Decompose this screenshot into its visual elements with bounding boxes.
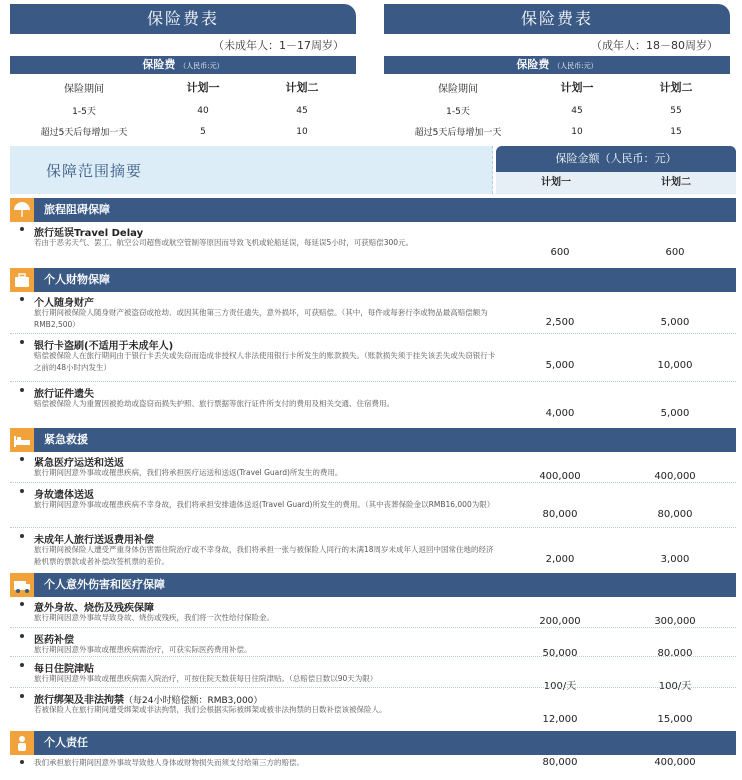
plan2-amount: 400,000 [654,471,696,482]
bullet-icon [20,340,24,344]
coverage-item-note: （每24小时赔偿额：RMB3,000） [124,696,263,706]
plan1-amount: 80,000 [542,509,578,520]
coverage-item-desc: 旅行期间因意外事故或罹患疾病需入院治疗，可按住院天数获每日住院津贴。（总赔偿日数以90天为限） [34,674,378,683]
coverage-item-desc: 旅行期间因意外事故或罹患疾病需治疗，可获实际医药费用补偿。 [34,645,252,654]
bullet-icon [20,634,24,638]
coverage-item-desc: 旅行期间因意外事故或罹患疾病，我们将承担医疗运送和送返(Travel Guard)所发生的费用。 [34,468,343,477]
premium-row: 超过5天后每增加一天 10 15 [414,126,682,138]
premium-sub-header: 保险费 （人民币:元） [384,56,730,74]
plan1-amount: 12,000 [542,714,578,725]
premium-table-minor [10,4,356,142]
section-header [10,573,736,597]
coverage-item-name: 意外身故、烧伤及残疾保障 [34,603,154,614]
plan2-amount: 400,000 [654,757,696,768]
age-range: （成年人：18－80周岁） [591,39,718,52]
coverage-item-desc: 赔偿被保险人在旅行期间由于银行卡丢失或失窃而造成非授权人非法使用银行卡所发生的账款损失。（账款损失须于挂失该丢失或失窃银行卡之前的48小时内发生） [34,351,496,372]
plan1-amount: 2,000 [545,554,575,565]
section-label: 个人责任 [44,736,88,749]
plan1-amount: 200,000 [539,616,581,627]
section-header [10,731,736,755]
plan1-amount: 4,000 [545,408,575,419]
plan-columns [496,172,736,194]
coverage-title: 保障范围摘要 [46,162,143,180]
row-divider [10,381,736,382]
plan1-amount: 50,000 [542,648,578,659]
coverage-item-desc: 赔偿被保险人为重置因被抢劫或盗窃而损失护照、旅行票据等旅行证件所支付的费用及相关交通、住宿费用。 [34,399,394,408]
row-divider [10,482,736,483]
row-divider [10,656,736,657]
coverage-item-name: 紧急医疗运送和送返 [34,458,124,469]
coverage-item-name: 每日住院津贴 [34,664,94,675]
coverage-item-desc: 旅行期间因意外事故导致身故、烧伤或残疾，我们将一次性给付保险金。 [34,613,274,622]
bullet-icon [20,457,24,461]
bullet-icon [20,663,24,667]
plan1-label: 计划一 [541,177,571,188]
umbrella-icon [10,198,34,222]
bullet-icon [20,760,24,764]
suitcase-icon [10,268,34,292]
plan2-label: 计划二 [661,177,691,188]
coverage-item-desc: 若被保险人在旅行期间遭受绑架或非法拘禁，我们会根据实际被绑架或被非法拘禁的日数补偿该被保险人。 [34,705,387,714]
section-label: 个人意外伤害和医疗保障 [44,578,165,591]
section-header [10,198,736,222]
plan2-amount: 100/天 [658,681,692,692]
section-label: 旅程阻碍保障 [44,203,110,216]
plan2-amount: 300,000 [654,616,696,627]
age-range: （未成年人：1－17周岁） [213,39,344,52]
row-divider [10,687,736,688]
plan2-amount: 15,000 [657,714,693,725]
coverage-header [10,146,736,194]
premium-sub-header: 保险费 （人民币:元） [10,56,356,74]
coverage-item-desc: 旅行期间因意外事故或罹患疾病不幸身故，我们将承担安排遗体送返(Travel Guard)所发生的费用。（其中丧葬保险金以RMB16,000为限） [34,500,495,509]
bullet-icon [20,489,24,493]
amount-header: 保险金额（人民币：元） [496,146,736,172]
coverage-item-name: 旅行证件遗失 [34,389,94,400]
plan2-amount: 600 [665,247,685,258]
ambulance-icon [10,573,34,597]
section-header [10,428,736,452]
premium-header-row: 保险期间 计划一 计划二 [438,81,693,95]
bullet-icon [20,388,24,392]
coverage-title-panel [10,146,493,194]
plan2-amount: 3,000 [660,554,690,565]
plan1-amount: 80,000 [542,757,578,768]
coverage-item-name: 旅行延误Travel Delay [34,228,144,239]
bullet-icon [20,227,24,231]
bullet-icon [20,297,24,301]
plan1-amount: 400,000 [539,471,581,482]
coverage-item-desc: 旅行期间被保险人随身财产被盗窃或抢劫、或因其他第三方责任遗失，意外损坏，可获赔偿。（其中，每件或每套行李或物品最高赔偿额为RMB2,500） [34,308,488,329]
plan1-amount: 100/天 [543,681,577,692]
row-divider [10,527,736,528]
coverage-item-desc: 若由于恶劣天气、罢工、航空公司超售或航空管制等原因而导致飞机或轮船延误，每延误5小时，可获赔偿300元。 [34,238,414,247]
coverage-item-name: 身故遗体送返 [34,490,94,501]
plan2-amount: 80,000 [657,509,693,520]
plan2-amount: 5,000 [660,317,690,328]
premium-table-adult [384,4,730,142]
bullet-icon [20,534,24,538]
coverage-item-name: 银行卡盗刷(不适用于未成年人) [34,341,174,352]
premium-table-title: 保险费表 [384,4,730,34]
plan2-amount: 80,000 [657,648,693,659]
coverage-item-name: 旅行绑架及非法拘禁（每24小时赔偿额：RMB3,000） [34,695,263,706]
section-label: 个人财物保障 [44,273,110,286]
premium-row: 1-5天 40 45 [72,105,308,117]
amount-header-panel [496,146,736,194]
plan1-amount: 600 [550,247,570,258]
premium-header-row: 保险期间 计划一 计划二 [64,81,319,95]
premium-row: 超过5天后每增加一天 5 10 [40,126,308,138]
bullet-icon [20,694,24,698]
premium-row: 1-5天 45 55 [446,105,682,117]
premium-table-title: 保险费表 [10,4,356,34]
coverage-item-name: 医药补偿 [34,635,74,646]
coverage-item-name: 个人随身财产 [34,298,94,309]
section-label: 紧急救援 [44,433,88,446]
section-header [10,268,736,292]
bed-icon [10,428,34,452]
person-icon [10,731,34,755]
plan1-amount: 2,500 [545,317,575,328]
coverage-item-desc: 我们承担旅行期间因意外事故导致他人身体或财物损失而须支付给第三方的赔偿。 [34,758,304,767]
plan2-amount: 5,000 [660,408,690,419]
row-divider [10,333,736,334]
row-divider [10,627,736,628]
plan1-amount: 5,000 [545,360,575,371]
plan2-amount: 10,000 [657,360,693,371]
coverage-item-desc: 旅行期间被保险人遭受严重身体伤害需住院治疗或不幸身故，我们将承担一张与被保险人同行的未满18周岁未成年人返回中国常住地的经济舱机票的票款或者补偿改签机票的差价。 [34,545,494,566]
bullet-icon [20,602,24,606]
coverage-item-name: 未成年人旅行送返费用补偿 [34,535,154,546]
